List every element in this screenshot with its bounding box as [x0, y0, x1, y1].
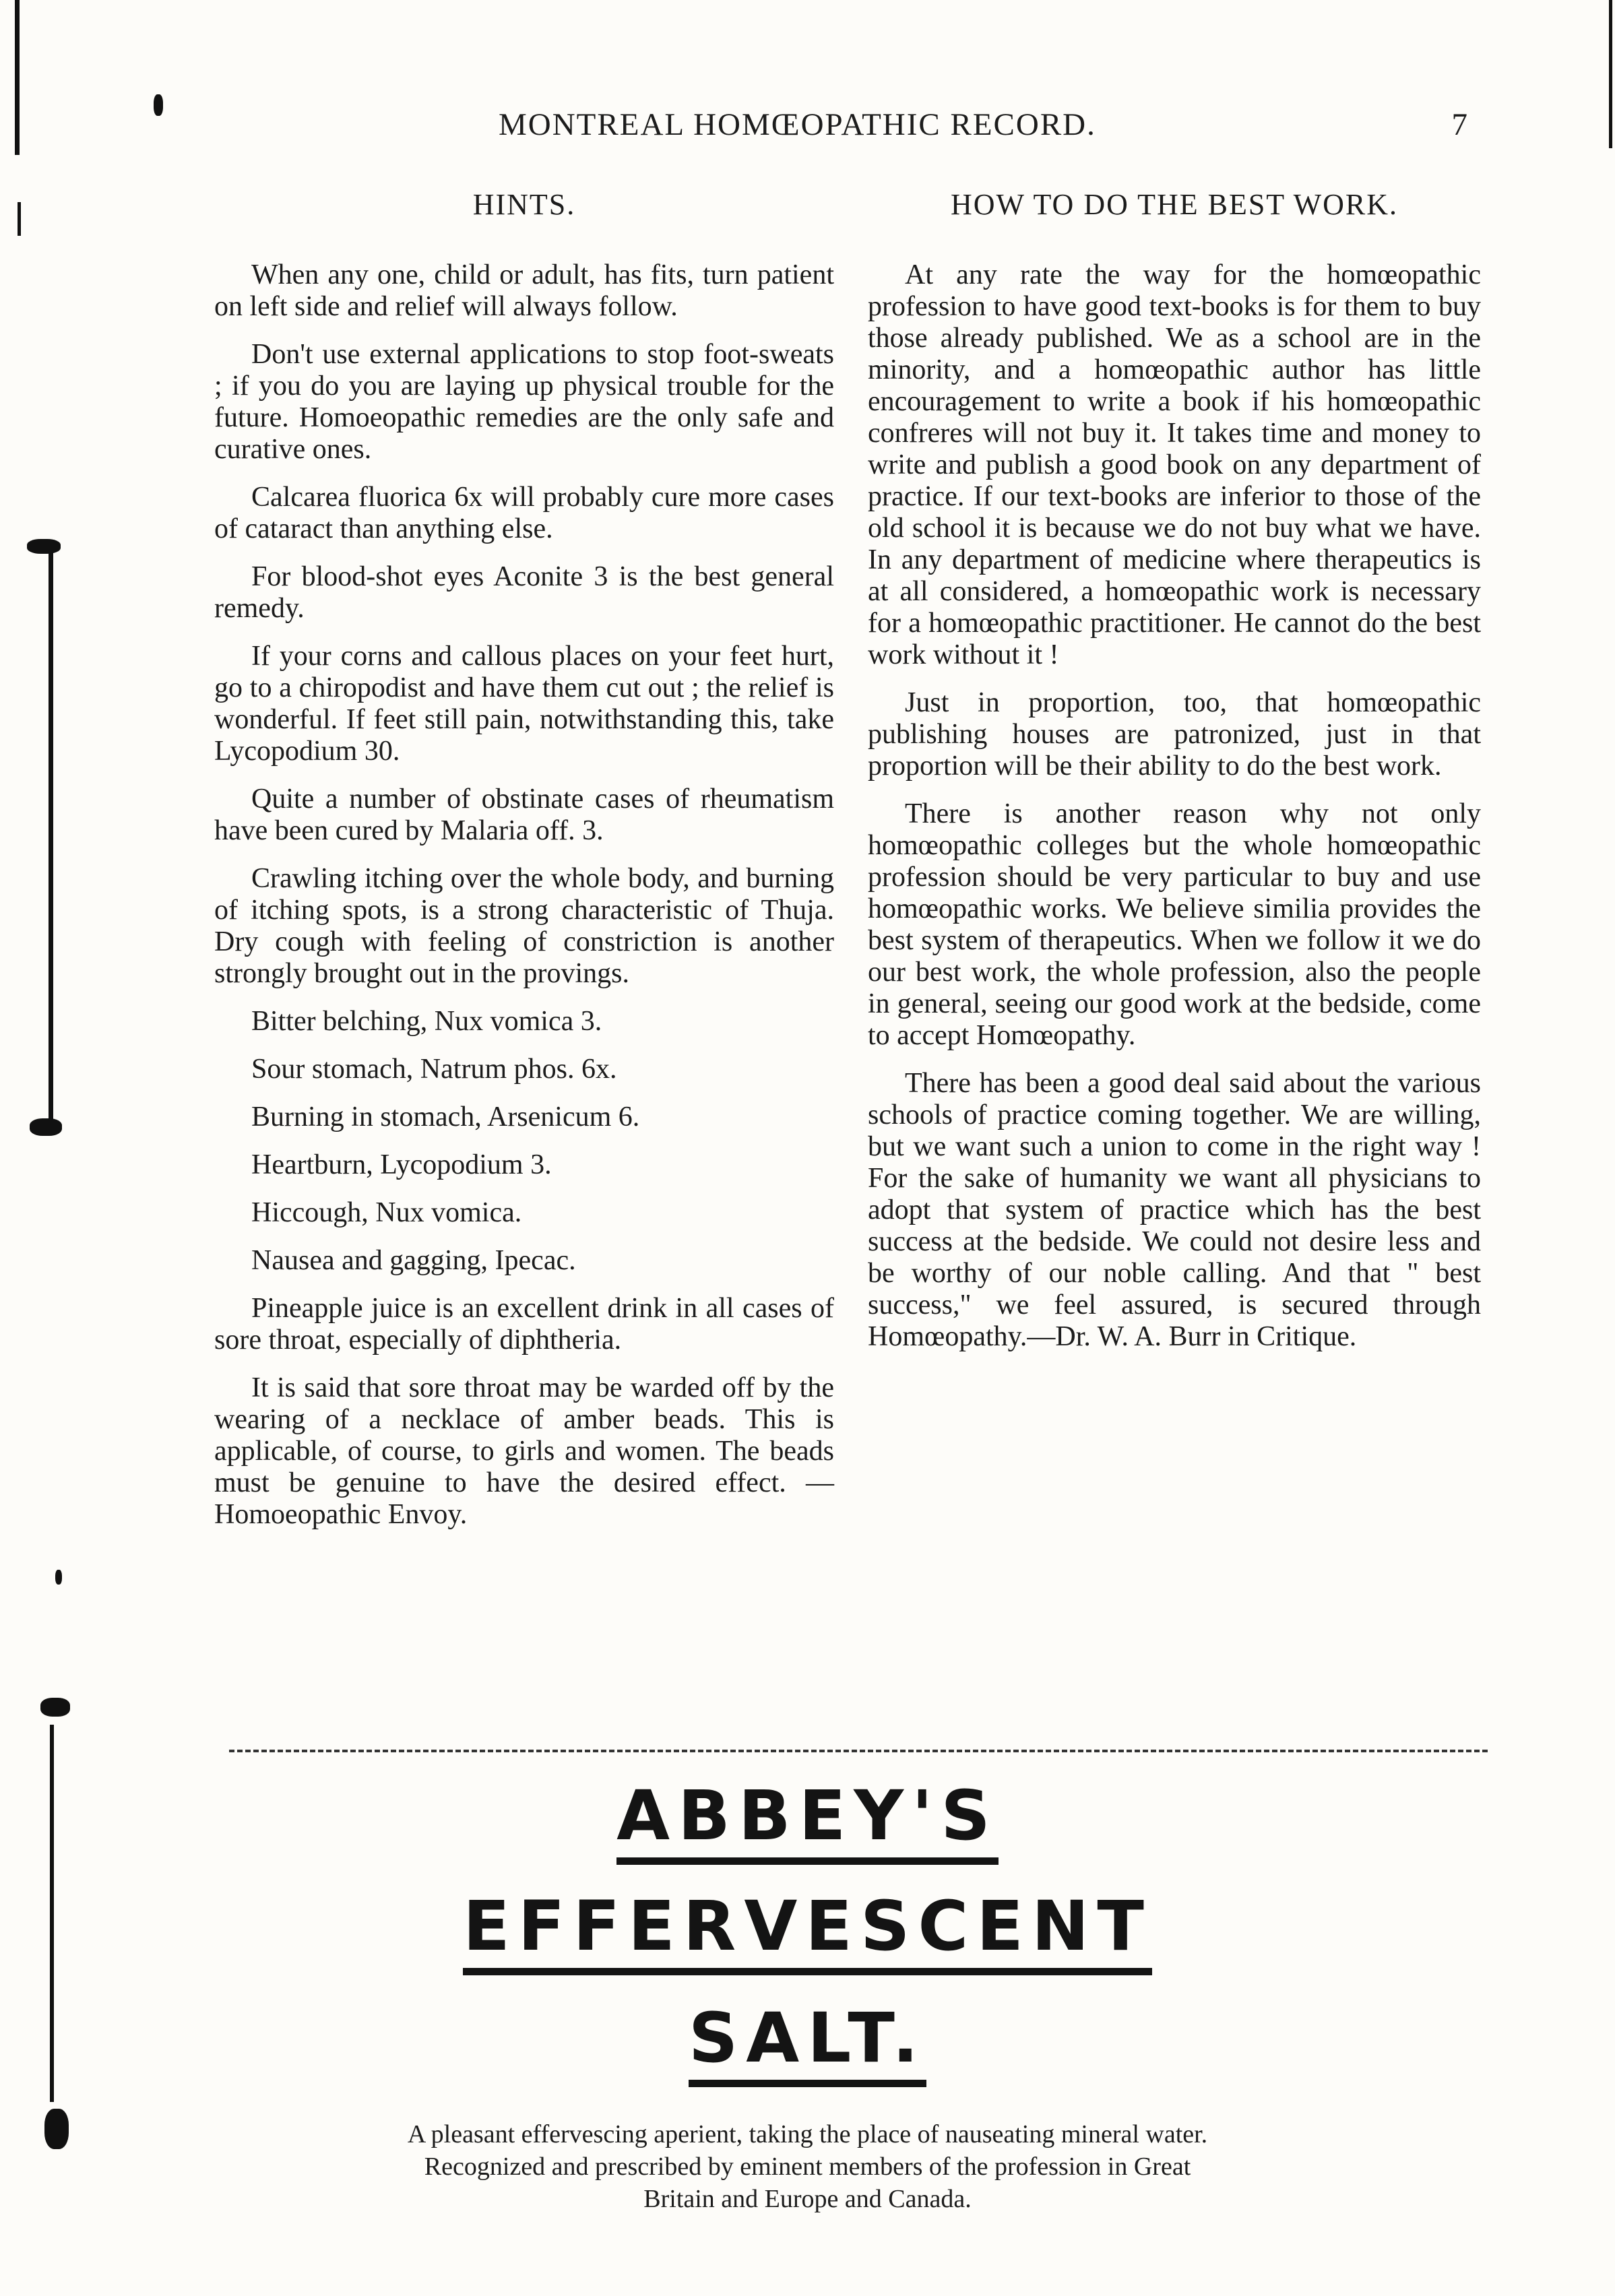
journal-title: MONTREAL HOMŒOPATHIC RECORD.: [499, 107, 1096, 142]
hints-remedy-line: Hiccough, Nux vomica.: [251, 1197, 522, 1228]
best-work-paragraph: At any rate the way for the homœopathic profession to have good text-books is for them to buy those already published. We as a school are in the minority, and a homœopathic author has little encouragement to write a book if his homœopathic confreres will not buy it. It takes time and money to write and publish a good book on any department of practice. If our text-books are inferior to those of the old school it is because we do not buy what we have. In any department of medicine where therapeutics is at all considered, a homœopathic work is necessary for a homœopathic practitioner. He cannot do the best work without it !: [868, 259, 1481, 670]
hints-paragraph: Calcarea fluorica 6x will probably cure more cases of cataract than anything else.: [214, 482, 834, 544]
hints-paragraph: When any one, child or adult, has fits, turn patient on left side and relief will always follow.: [214, 259, 834, 322]
best-work-paragraph: There is another reason why not only homœopathic colleges but the whole homœopathic profession should be very particular to buy and use homœopathic works. We believe similia provides the best system of therapeutics. When we follow it we do our best work, the whole profession, also the people in general, seeing our good work at the bedside, come to accept Homœopathy.: [868, 798, 1481, 1051]
scan-edge-mark: [49, 552, 53, 1132]
ad-description-line: Britain and Europe and Canada.: [643, 2185, 972, 2213]
ad-product-name: [0, 1886, 1615, 1967]
best-work-column: [868, 187, 1481, 1369]
hints-paragraph: It is said that sore throat may be warded off by the wearing of a necklace of amber beads. This is applicable, of course, to girls and women. The beads must be genuine to have the desired effect. —Homoeopathic Envoy.: [214, 1372, 834, 1530]
page-number: 7: [1451, 107, 1469, 142]
scan-blot: [40, 1698, 70, 1717]
scan-edge-mark: [18, 202, 21, 236]
running-header: [189, 106, 1469, 154]
scan-blot: [27, 539, 61, 554]
hints-paragraph: Quite a number of obstinate cases of rheumatism have been cured by Malaria off. 3.: [214, 784, 834, 846]
ad-brand-name-text: ABBEY'S: [616, 1776, 999, 1865]
ad-brand-name: [0, 1776, 1615, 1856]
ad-description-line: A pleasant effervescing aperient, taking the place of nauseating mineral water.: [407, 2120, 1208, 2148]
hints-remedy-line: Nausea and gagging, Ipecac.: [251, 1245, 576, 1276]
ad-product-type: [0, 1998, 1615, 2078]
hints-remedy-line: Burning in stomach, Arsenicum 6.: [251, 1102, 640, 1133]
section-divider: [229, 1750, 1488, 1752]
scan-blot: [30, 1118, 62, 1136]
hints-paragraph: For blood-shot eyes Aconite 3 is the best general remedy.: [214, 561, 834, 624]
hints-remedy-line: Sour stomach, Natrum phos. 6x.: [251, 1054, 617, 1085]
hints-paragraph: Crawling itching over the whole body, and burning of itching spots, is a strong characteristic of Thuja. Dry cough with feeling of constriction is another strongly brought out in the provings.: [214, 863, 834, 989]
ad-product-type-text: SALT.: [689, 1998, 926, 2087]
best-work-heading: HOW TO DO THE BEST WORK.: [950, 188, 1399, 221]
hints-heading: HINTS.: [472, 188, 576, 221]
scan-edge-mark: [1609, 0, 1612, 148]
hints-paragraph: Pineapple juice is an excellent drink in all cases of sore throat, especially of diphtheria.: [214, 1293, 834, 1356]
best-work-paragraph: Just in proportion, too, that homœopathic publishing houses are patronized, just in that proportion will be their ability to do the best work.: [868, 687, 1481, 782]
hints-remedy-line: Heartburn, Lycopodium 3.: [251, 1149, 552, 1180]
hints-column: [214, 187, 834, 1547]
hints-paragraph: If your corns and callous places on your feet hurt, go to a chiropodist and have them cut out ; the relief is wonderful. If feet still pain, notwithstanding this, take Lycopodium 30.: [214, 641, 834, 767]
hints-paragraph: Don't use external applications to stop foot-sweats ; if you do you are laying up physical trouble for the future. Homoeopathic remedies are the only safe and curative ones.: [214, 339, 834, 465]
best-work-paragraph: There has been a good deal said about the various schools of practice coming together. We are willing, but we want such a union to come in the right way ! For the sake of humanity we want all physicians to adopt that system of practice which has the best success at the bedside. We could not desire less and be worthy of our noble calling. And that " best success," we feel assured, is secured through Homœopathy.—Dr. W. A. Burr in Critique.: [868, 1068, 1481, 1352]
scan-blot: [55, 1570, 62, 1585]
hints-remedy-line: Bitter belching, Nux vomica 3.: [251, 1006, 602, 1037]
ad-description-line: Recognized and prescribed by eminent members of the profession in Great: [424, 2152, 1191, 2181]
ad-product-name-text: EFFERVESCENT: [463, 1886, 1152, 1975]
scan-blot: [154, 94, 163, 116]
scan-edge-mark: [15, 0, 20, 155]
